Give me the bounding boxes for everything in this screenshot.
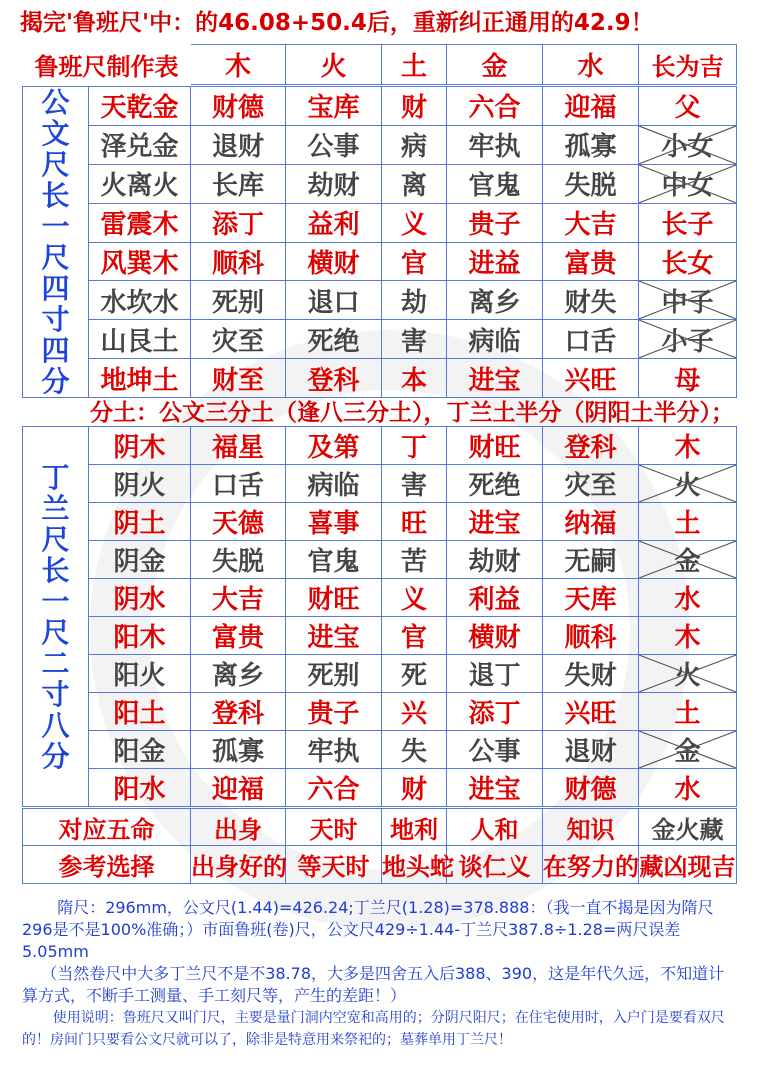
reference-row-label: 对应五命 <box>23 809 191 846</box>
fortune-cell: 进宝 <box>286 617 382 655</box>
reference-cell: 天时 <box>286 809 382 846</box>
cross-out-icon <box>639 281 736 319</box>
relation-cell <box>639 427 737 465</box>
table-row <box>23 281 737 320</box>
reference-cell: 地利 <box>382 809 447 846</box>
fortune-cell: 福星 <box>191 427 286 465</box>
relation-text: 母 <box>674 365 701 396</box>
cross-out-icon <box>639 320 736 358</box>
table-row <box>23 359 737 398</box>
fortune-cell: 兴旺 <box>543 359 639 398</box>
fortune-cell: 官 <box>382 242 447 281</box>
element-water: 水 <box>543 45 639 85</box>
struck-relation-cell <box>639 320 737 359</box>
fortune-cell: 横财 <box>286 242 382 281</box>
fortune-cell: 纳福 <box>543 503 639 541</box>
fortune-cell: 及第 <box>286 427 382 465</box>
table-row <box>23 617 737 655</box>
fortune-cell: 离乡 <box>447 281 543 320</box>
reference-row-label: 参考选择 <box>23 846 191 884</box>
fortune-cell: 财失 <box>543 281 639 320</box>
reference-cell: 地头蛇 <box>382 846 447 884</box>
table-row <box>23 125 737 164</box>
fortune-cell: 官鬼 <box>286 541 382 579</box>
struck-relation-cell <box>639 465 737 503</box>
fortune-cell: 进宝 <box>447 503 543 541</box>
dinglan-side-label-text: 丁兰尺长一尺二寸八分 <box>41 460 70 773</box>
table-row <box>23 242 737 281</box>
fortune-cell: 财 <box>382 769 447 807</box>
fortune-cell: 离乡 <box>191 655 286 693</box>
relation-text: 金 <box>674 547 701 577</box>
table-row <box>23 769 737 807</box>
row-label: 阴水 <box>89 579 191 617</box>
relation-text: 土 <box>674 699 701 729</box>
element-wood: 木 <box>191 45 286 85</box>
fortune-cell: 进宝 <box>447 359 543 398</box>
element-earth: 土 <box>382 45 447 85</box>
cross-out-icon <box>639 165 736 203</box>
fortune-cell: 公事 <box>286 125 382 164</box>
fortune-cell: 失 <box>382 731 447 769</box>
fortune-cell: 死 <box>382 655 447 693</box>
row-label: 阴金 <box>89 541 191 579</box>
fortune-cell: 病临 <box>286 465 382 503</box>
element-metal: 金 <box>447 45 543 85</box>
fortune-cell: 劫财 <box>447 541 543 579</box>
cross-out-icon <box>639 465 736 502</box>
fortune-cell: 进益 <box>447 242 543 281</box>
fortune-cell: 官 <box>382 617 447 655</box>
fortune-cell: 失脱 <box>543 164 639 203</box>
relation-text: 金 <box>674 737 701 767</box>
relation-cell <box>639 769 737 807</box>
note-2: （当然卷尺中大多丁兰尺不是不38.78，大多是四舍五入后388、390，这是年代久远，不知道计算方式，不断手工测量、手工刻尺等，产生的差距！） <box>22 964 725 1005</box>
struck-relation-cell <box>639 281 737 320</box>
row-label: 地坤土 <box>89 359 191 398</box>
row-label: 阴木 <box>89 427 191 465</box>
relation-text: 水 <box>674 775 701 805</box>
fortune-cell: 害 <box>382 465 447 503</box>
relation-cell <box>639 579 737 617</box>
reference-cell: 谈仁义 <box>447 846 543 884</box>
element-fire: 火 <box>286 45 382 85</box>
relation-text: 木 <box>674 433 701 463</box>
row-label: 阳水 <box>89 769 191 807</box>
reference-cell: 人和 <box>447 809 543 846</box>
fortune-cell: 益利 <box>286 203 382 242</box>
struck-relation-cell <box>639 125 737 164</box>
relation-text: 木 <box>674 623 701 653</box>
fortune-cell: 病临 <box>447 320 543 359</box>
fortune-cell: 添丁 <box>447 693 543 731</box>
fortune-cell: 登科 <box>543 427 639 465</box>
fortune-cell: 登科 <box>191 693 286 731</box>
fortune-cell: 天库 <box>543 579 639 617</box>
relation-cell <box>639 693 737 731</box>
fortune-cell: 死绝 <box>286 320 382 359</box>
relation-text: 长子 <box>661 210 714 241</box>
fortune-cell: 灾至 <box>543 465 639 503</box>
fortune-cell: 公事 <box>447 731 543 769</box>
reference-cell: 等天时 <box>286 846 382 884</box>
fortune-cell: 财德 <box>543 769 639 807</box>
struck-relation-cell <box>639 655 737 693</box>
fortune-cell: 迎福 <box>543 87 639 126</box>
row-label: 风巽木 <box>89 242 191 281</box>
reference-cell: 出身 <box>191 809 286 846</box>
relation-text: 水 <box>674 585 701 615</box>
dinglan-side-label <box>23 427 89 807</box>
subheading: 分土：公文三分土（逢八三分土），丁兰土半分（阴阳土半分）； <box>90 400 734 426</box>
fortune-cell: 死别 <box>286 655 382 693</box>
fortune-cell: 灾至 <box>191 320 286 359</box>
note-3: 使用说明：鲁班尺又叫门尺，主要是量门洞内空宽和高用的；分阴尺阳尺；在住宅使用时，入户门是要看双尺的！房间门只要看公文尺就可以了，除非是特意用来祭祀的；墓葬单用丁兰尺！ <box>22 1010 725 1048</box>
relation-text: 小子 <box>661 326 714 357</box>
fortune-cell: 迎福 <box>191 769 286 807</box>
row-label: 阳火 <box>89 655 191 693</box>
fortune-cell: 死别 <box>191 281 286 320</box>
fortune-cell: 贵子 <box>447 203 543 242</box>
fortune-cell: 官鬼 <box>447 164 543 203</box>
reference-cell: 知识 <box>543 809 639 846</box>
fortune-cell: 财 <box>382 87 447 126</box>
table-row <box>23 427 737 465</box>
fortune-cell: 劫财 <box>286 164 382 203</box>
fortune-cell: 口舌 <box>191 465 286 503</box>
fortune-cell: 利益 <box>447 579 543 617</box>
relation-text: 中子 <box>661 287 714 318</box>
table-title: 鲁班尺制作表 <box>23 45 191 85</box>
fortune-cell: 长库 <box>191 164 286 203</box>
reference-cell: 出身好的 <box>191 846 286 884</box>
row-label: 阳土 <box>89 693 191 731</box>
relation-text: 火 <box>674 471 701 501</box>
fortune-cell: 病 <box>382 125 447 164</box>
struck-relation-cell <box>639 731 737 769</box>
reference-cell: 在努力的 <box>543 846 639 884</box>
fortune-cell: 添丁 <box>191 203 286 242</box>
fortune-cell: 顺科 <box>543 617 639 655</box>
relation-cell <box>639 87 737 126</box>
note-1: 隋尺：296mm，公文尺(1.44)=426.24;丁兰尺(1.28)=378.888：（我一直不揭是因为隋尺296是不是100%准确；）市面鲁班(卷)尺，公文尺429÷1.44-丁兰尺387.8÷1.28=两尺误差5.05mm <box>22 898 714 961</box>
fortune-cell: 失脱 <box>191 541 286 579</box>
fortune-cell: 喜事 <box>286 503 382 541</box>
fortune-cell: 退口 <box>286 281 382 320</box>
fortune-cell: 无嗣 <box>543 541 639 579</box>
relation-text: 长女 <box>661 248 714 279</box>
fortune-cell: 宝库 <box>286 87 382 126</box>
fortune-cell: 离 <box>382 164 447 203</box>
gongwen-table <box>22 86 737 398</box>
fortune-cell: 六合 <box>286 769 382 807</box>
row-label: 泽兑金 <box>89 125 191 164</box>
cross-out-icon <box>639 731 736 768</box>
fortune-cell: 财至 <box>191 359 286 398</box>
fortune-cell: 兴旺 <box>543 693 639 731</box>
fortune-cell: 牢执 <box>286 731 382 769</box>
fortune-cell: 财德 <box>191 87 286 126</box>
struck-relation-cell <box>639 164 737 203</box>
table-row <box>23 503 737 541</box>
struck-relation-cell <box>639 541 737 579</box>
fortune-cell: 失财 <box>543 655 639 693</box>
relation-cell <box>639 617 737 655</box>
table-row <box>23 320 737 359</box>
row-label: 阴火 <box>89 465 191 503</box>
table-row <box>23 693 737 731</box>
fortune-cell: 劫 <box>382 281 447 320</box>
fortune-cell: 财旺 <box>286 579 382 617</box>
relation-text: 小女 <box>661 132 714 163</box>
table-row <box>23 655 737 693</box>
fortune-cell: 横财 <box>447 617 543 655</box>
fortune-cell: 兴 <box>382 693 447 731</box>
cross-out-icon <box>639 126 736 164</box>
table-row <box>23 203 737 242</box>
table-row <box>23 731 737 769</box>
fortune-cell: 孤寡 <box>191 731 286 769</box>
relation-text: 父 <box>674 93 701 124</box>
relation-cell <box>639 359 737 398</box>
fortune-cell: 富贵 <box>191 617 286 655</box>
fortune-cell: 口舌 <box>543 320 639 359</box>
cross-out-icon <box>639 541 736 578</box>
relation-text: 土 <box>674 509 701 539</box>
fortune-cell: 丁 <box>382 427 447 465</box>
long-is-lucky-label: 长为吉 <box>639 45 737 85</box>
fortune-cell: 天德 <box>191 503 286 541</box>
reference-right: 藏凶现吉 <box>639 846 737 884</box>
fortune-cell: 旺 <box>382 503 447 541</box>
fortune-cell: 牢执 <box>447 125 543 164</box>
fortune-cell: 六合 <box>447 87 543 126</box>
fortune-cell: 义 <box>382 203 447 242</box>
row-label: 天乾金 <box>89 87 191 126</box>
relation-cell <box>639 503 737 541</box>
fortune-cell: 大吉 <box>191 579 286 617</box>
fortune-cell: 苦 <box>382 541 447 579</box>
row-label: 雷震木 <box>89 203 191 242</box>
table-row <box>23 541 737 579</box>
fortune-cell: 退丁 <box>447 655 543 693</box>
fortune-cell: 退财 <box>191 125 286 164</box>
fortune-cell: 本 <box>382 359 447 398</box>
fortune-cell: 进宝 <box>447 769 543 807</box>
row-label: 阴土 <box>89 503 191 541</box>
relation-cell <box>639 242 737 281</box>
table-row <box>23 164 737 203</box>
header-row-table <box>22 44 737 85</box>
fortune-cell: 孤寡 <box>543 125 639 164</box>
fortune-cell: 财旺 <box>447 427 543 465</box>
fortune-cell: 顺科 <box>191 242 286 281</box>
gongwen-side-label <box>23 87 89 398</box>
cross-out-icon <box>639 655 736 692</box>
table-row <box>23 87 737 126</box>
row-label: 阳木 <box>89 617 191 655</box>
fortune-cell: 死绝 <box>447 465 543 503</box>
relation-text: 火 <box>674 661 701 691</box>
row-label: 火离火 <box>89 164 191 203</box>
fortune-cell: 贵子 <box>286 693 382 731</box>
fortune-cell: 大吉 <box>543 203 639 242</box>
row-label: 山艮土 <box>89 320 191 359</box>
row-label: 水坎水 <box>89 281 191 320</box>
reference-right: 金火藏 <box>639 809 737 846</box>
fortune-cell: 富贵 <box>543 242 639 281</box>
notes <box>22 897 738 1051</box>
table-row <box>23 465 737 503</box>
fortune-cell: 登科 <box>286 359 382 398</box>
row-label: 阳金 <box>89 731 191 769</box>
table-row <box>23 579 737 617</box>
dinglan-table <box>22 426 737 807</box>
reference-table <box>22 808 737 884</box>
fortune-cell: 义 <box>382 579 447 617</box>
relation-cell <box>639 203 737 242</box>
gongwen-side-label-text: 公文尺长一尺四寸四分 <box>41 86 70 398</box>
fortune-cell: 害 <box>382 320 447 359</box>
page-header: 揭完'鲁班尺'中：的46.08+50.4后，重新纠正通用的42.9！ <box>20 10 654 36</box>
relation-text: 中女 <box>661 171 714 202</box>
fortune-cell: 退财 <box>543 731 639 769</box>
